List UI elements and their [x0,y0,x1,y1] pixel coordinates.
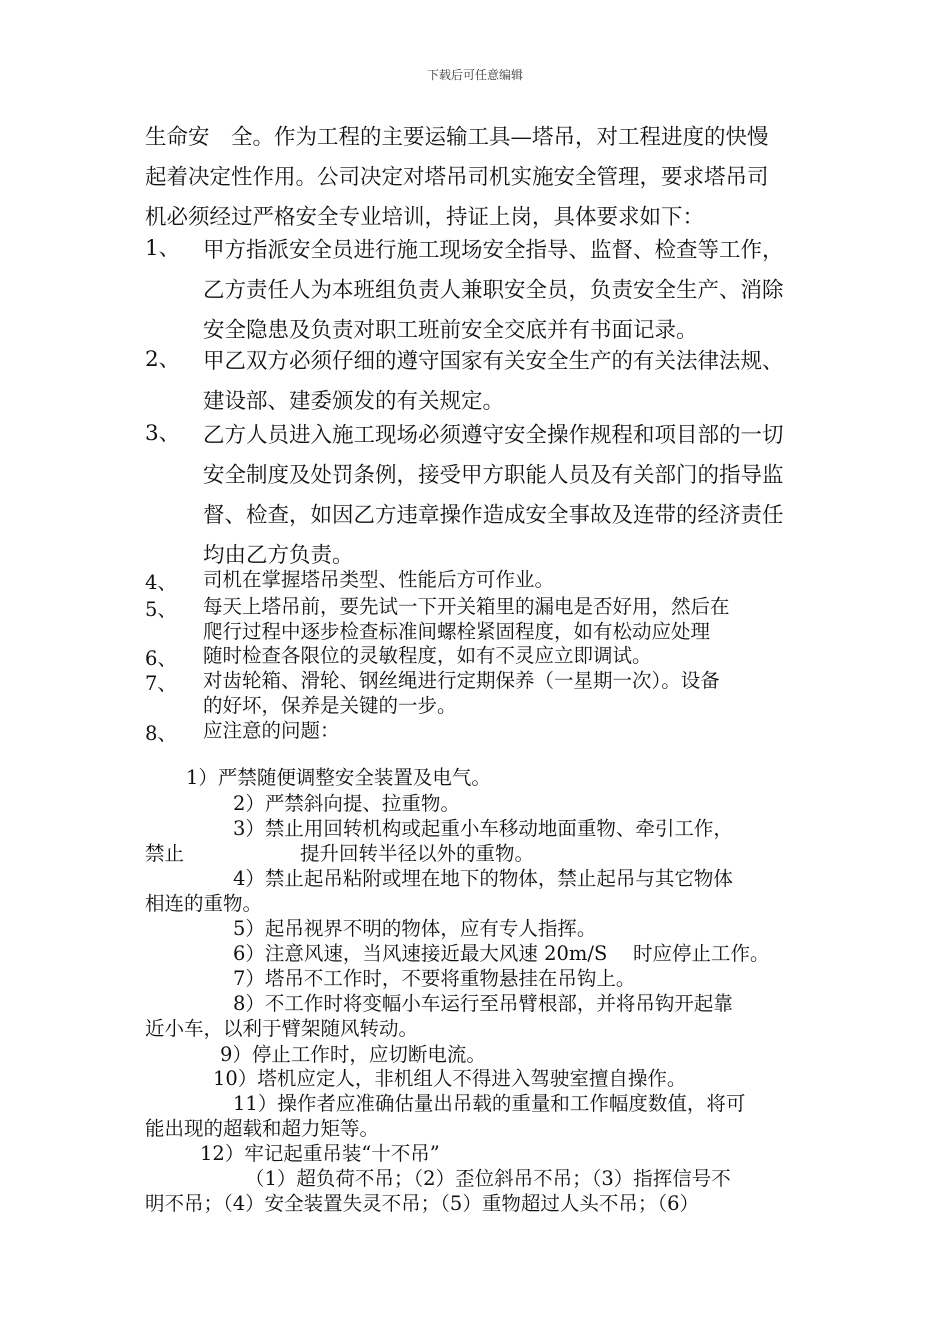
list-text-line: 乙方人员进入施工现场必须遵守安全操作规程和项目部的一切 [203,423,784,448]
note-line: 禁止 [145,842,185,865]
page-header: 下载后可任意编辑 [426,68,523,82]
list-text-line: 甲方指派安全员进行施工现场安全指导、监督、检查等工作， [203,238,784,263]
list-text-line: 随时检查各限位的灵敏程度，如有不灵应立即调试。 [203,644,652,667]
list-text-line: 乙方责任人为本班组负责人兼职安全员，负责安全生产、消除 [203,278,784,303]
note-line: 7）塔吊不工作时，不要将重物悬挂在吊钩上。 [233,967,636,990]
note-line: 4）禁止起吊粘附或埋在地下的物体，禁止起吊与其它物体 [233,867,733,890]
intro-line: 机必须经过严格安全专业培训，持证上岗，具体要求如下： [145,205,705,230]
list-text-line: 每天上塔吊前，要先试一下开关箱里的漏电是否好用，然后在 [203,595,730,618]
list-number: 8、 [145,722,177,745]
list-text-line: 的好坏，保养是关键的一步。 [203,694,457,717]
list-number: 5、 [145,598,177,621]
list-item-1 [145,231,810,351]
note-line: 提升回转半径以外的重物。 [300,842,535,865]
list-text-line: 均由乙方负责。 [203,543,354,568]
list-item-5 [145,594,810,644]
list-number: 7、 [145,672,177,695]
list-number: 4、 [145,571,177,594]
note-line: 明不吊；（4）安全装置失灵不吊；（5）重物超过人头不吊；（6） [145,1192,699,1215]
note-line: 8）不工作时将变幅小车运行至吊臂根部，并将吊钩开起靠 [233,992,733,1015]
note-line: 2）严禁斜向提、拉重物。 [233,792,460,815]
list-number: 2、 [145,347,181,372]
list-text-line: 应注意的问题： [203,719,340,742]
list-text-line: 爬行过程中逐步检查标准间螺栓紧固程度，如有松动应处理 [203,620,711,643]
note-line: 能出现的超载和超力矩等。 [145,1117,380,1140]
note-line: 10）塔机应定人，非机组人不得进入驾驶室擅自操作。 [213,1067,687,1090]
list-text-line: 建设部、建委颁发的有关规定。 [203,389,505,414]
list-item-6 [145,643,810,668]
note-line: 5）起吊视界不明的物体，应有专人指挥。 [233,917,597,940]
list-text-line: 对齿轮箱、滑轮、钢丝绳进行定期保养（一星期一次）。设备 [203,669,720,692]
note-line: 3）禁止用回转机构或起重小车移动地面重物、牵引工作， [233,817,733,840]
list-item-4 [145,567,810,592]
intro-paragraph [145,118,810,238]
list-text-line: 甲乙双方必须仔细的遵守国家有关安全生产的有关法律法规、 [203,349,784,374]
list-item-7 [145,668,810,718]
list-text-line: 安全隐患及负责对职工班前安全交底并有书面记录。 [203,318,698,343]
note-line: 6）注意风速，当风速接近最大风速 20m/S 时应停止工作。 [233,942,770,965]
list-text-line: 督、检查，如因乙方违章操作造成安全事故及连带的经济责任 [203,503,784,528]
list-item-8 [145,718,810,743]
note-line: 11）操作者应准确估量出吊载的重量和工作幅度数值，将可 [233,1092,746,1115]
intro-line: 生命安 全。作为工程的主要运输工具—塔吊，对工程进度的快慢 [145,125,769,150]
note-line: 相连的重物。 [145,892,263,915]
list-item-3 [145,416,810,576]
note-line: 近小车，以利于臂架随风转动。 [145,1017,419,1040]
list-text-line: 安全制度及处罚条例，接受甲方职能人员及有关部门的指导监 [203,463,784,488]
intro-line: 起着决定性作用。公司决定对塔吊司机实施安全管理，要求塔吊司 [145,165,769,190]
list-item-2 [145,342,810,422]
list-text-line: 司机在掌握塔吊类型、性能后方可作业。 [203,568,555,591]
list-number: 1、 [145,236,181,261]
note-line: 1）严禁随便调整安全装置及电气。 [186,766,491,789]
note-line: 12）牢记起重吊装“十不吊” [200,1142,440,1165]
note-line: 9）停止工作时，应切断电流。 [220,1043,486,1066]
list-number: 3、 [145,421,181,446]
list-number: 6、 [145,647,177,670]
note-line: （1）超负荷不吊；（2）歪位斜吊不吊；（3）指挥信号不 [245,1167,731,1190]
